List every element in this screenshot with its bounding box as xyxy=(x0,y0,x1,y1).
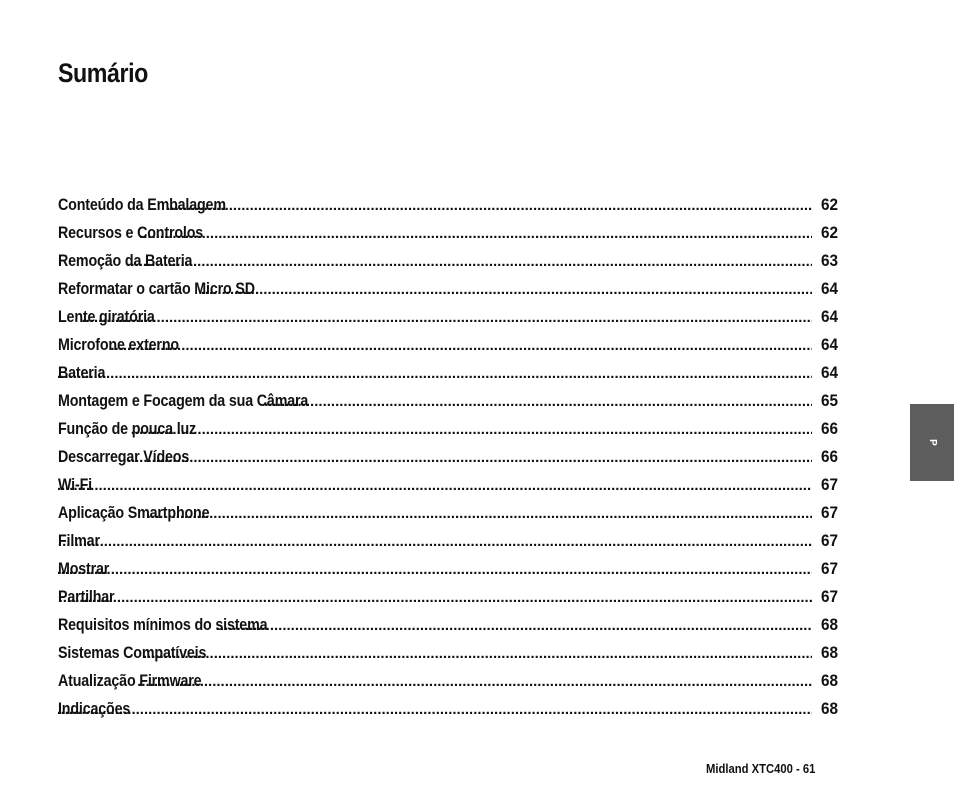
toc-entry-page: 64 xyxy=(820,335,838,354)
toc-entry[interactable] xyxy=(58,695,838,723)
toc-entry-title: Requisitos mínimos do sistema xyxy=(58,615,268,634)
toc-entry-title: Indicações xyxy=(58,699,131,718)
toc-entry[interactable] xyxy=(58,415,838,443)
toc-dot-leader xyxy=(82,304,813,331)
toc-entry-page: 66 xyxy=(820,447,838,466)
toc-entry-page: 64 xyxy=(820,279,838,298)
toc-entry-title: Wi-Fi xyxy=(58,475,92,494)
toc-entry-page: 64 xyxy=(820,363,838,382)
toc-dot-leader xyxy=(147,500,812,527)
toc-entry[interactable] xyxy=(58,611,838,639)
toc-entry-title: Atualização Firmware xyxy=(58,671,202,690)
toc-entry-page: 68 xyxy=(820,671,838,690)
toc-entry-page: 67 xyxy=(820,503,838,522)
toc-dot-leader xyxy=(126,248,812,275)
toc-entry[interactable] xyxy=(58,527,838,555)
toc-entry-page: 68 xyxy=(820,615,838,634)
toc-dot-leader xyxy=(216,612,812,639)
toc-entry[interactable] xyxy=(58,667,838,695)
toc-entry[interactable] xyxy=(58,443,838,471)
toc-entry-page: 68 xyxy=(820,643,838,662)
toc-entry-title: Recursos e Controlos xyxy=(58,223,204,242)
toc-entry-title: Descarregar Vídeos xyxy=(58,447,190,466)
toc-entry-page: 66 xyxy=(820,419,838,438)
toc-dot-leader xyxy=(139,220,812,247)
page-title: Sumário xyxy=(58,58,148,88)
toc-entry-title: Microfone externo xyxy=(58,335,179,354)
toc-entry[interactable] xyxy=(58,387,838,415)
toc-dot-leader xyxy=(143,640,812,667)
toc-entry-title: Remoção da Bateria xyxy=(58,251,193,270)
table-of-contents xyxy=(58,191,838,723)
toc-entry-title: Lente giratória xyxy=(58,307,155,326)
toc-dot-leader xyxy=(123,444,812,471)
toc-entry-page: 62 xyxy=(820,195,838,214)
toc-entry-title: Reformatar o cartão Micro SD xyxy=(58,279,255,298)
toc-dot-leader xyxy=(137,668,812,695)
toc-entry[interactable] xyxy=(58,359,838,387)
toc-entry-title: Aplicação Smartphone xyxy=(58,503,210,522)
toc-dot-leader xyxy=(58,528,812,555)
toc-entry[interactable] xyxy=(58,499,838,527)
toc-entry-title: Montagem e Focagem da sua Câmara xyxy=(58,391,309,410)
toc-dot-leader xyxy=(131,416,812,443)
toc-dot-leader xyxy=(264,388,812,415)
toc-entry-page: 65 xyxy=(820,391,838,410)
language-side-tab xyxy=(910,404,954,481)
toc-entry[interactable] xyxy=(58,471,838,499)
toc-entry-page: 67 xyxy=(820,559,838,578)
toc-dot-leader xyxy=(58,556,812,583)
toc-entry[interactable] xyxy=(58,191,838,219)
page-footer: Midland XTC400 - 61 xyxy=(706,762,816,776)
toc-entry-title: Bateria xyxy=(58,363,106,382)
toc-entry-page: 67 xyxy=(820,587,838,606)
toc-entry[interactable] xyxy=(58,555,838,583)
toc-entry-page: 64 xyxy=(820,307,838,326)
toc-dot-leader xyxy=(58,584,812,611)
toc-entry-title: Conteúdo da Embalagem xyxy=(58,195,226,214)
toc-entry-page: 67 xyxy=(820,475,838,494)
toc-entry-page: 62 xyxy=(820,223,838,242)
toc-entry[interactable] xyxy=(58,303,838,331)
toc-dot-leader xyxy=(201,276,812,303)
toc-entry-title: Função de pouca luz xyxy=(58,419,197,438)
toc-entry-title: Partilhar xyxy=(58,587,115,606)
toc-entry-title: Sistemas Compatíveis xyxy=(58,643,207,662)
toc-entry-title: Filmar xyxy=(58,531,100,550)
toc-entry[interactable] xyxy=(58,275,838,303)
toc-dot-leader xyxy=(58,472,812,499)
toc-entry-title: Mostrar xyxy=(58,559,110,578)
toc-dot-leader xyxy=(58,696,812,723)
toc-dot-leader xyxy=(58,360,812,387)
toc-entry[interactable] xyxy=(58,331,838,359)
toc-entry-page: 67 xyxy=(820,531,838,550)
toc-dot-leader xyxy=(166,192,812,219)
toc-entry[interactable] xyxy=(58,219,838,247)
toc-entry[interactable] xyxy=(58,583,838,611)
toc-dot-leader xyxy=(110,332,812,359)
toc-entry[interactable] xyxy=(58,247,838,275)
side-tab-label: P xyxy=(926,439,938,446)
toc-entry-page: 68 xyxy=(820,699,838,718)
toc-entry[interactable] xyxy=(58,639,838,667)
toc-entry-page: 63 xyxy=(820,251,838,270)
